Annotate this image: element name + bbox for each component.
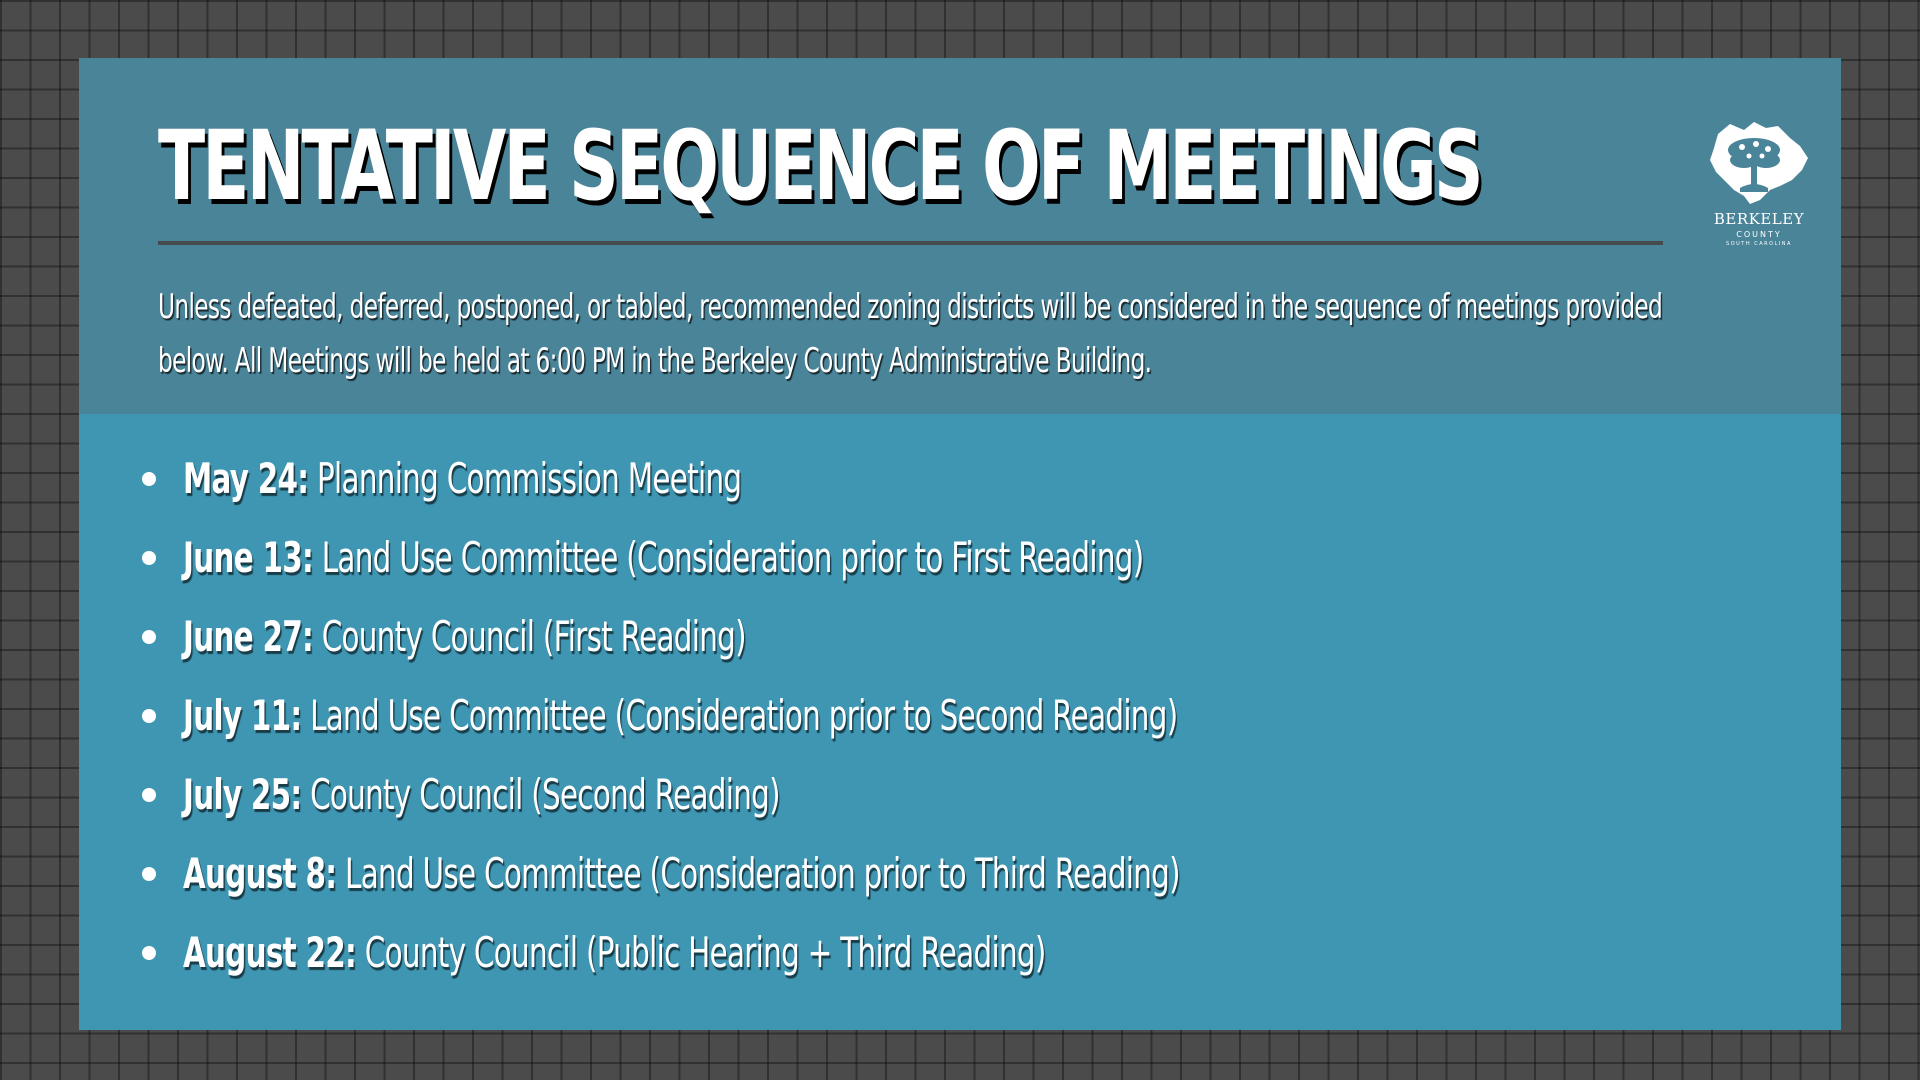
meeting-text (183, 846, 1180, 902)
logo-county-text: COUNTY (1736, 230, 1782, 239)
meeting-description: County Council (Public Hearing + Third Reading) (356, 928, 1046, 977)
meeting-date: June 27: (183, 612, 314, 661)
meeting-description: Land Use Committee (Consideration prior to Second Reading) (301, 691, 1178, 740)
bullet-icon (142, 867, 156, 881)
meeting-description: County Council (Second Reading) (301, 770, 780, 819)
meeting-date: May 24: (183, 454, 309, 503)
bullet-icon (142, 551, 156, 565)
intro-text: Unless defeated, deferred, postponed, or tabled, recommended zoning districts will be considered in the sequence of meetings provided below. All Meetings will be held at 6:00 PM in the Berkeley County Administrative Building. (158, 287, 1663, 381)
meeting-date: July 11: (183, 691, 302, 740)
bullet-icon (142, 630, 156, 644)
berkeley-county-logo (1704, 120, 1814, 252)
meeting-description: Land Use Committee (Consideration prior to First Reading) (313, 533, 1144, 582)
bullet-icon (142, 472, 156, 486)
title-divider (158, 241, 1663, 245)
meeting-text (183, 609, 746, 665)
meeting-date: August 8: (183, 849, 337, 898)
meeting-text (183, 688, 1177, 744)
meeting-text (183, 767, 780, 823)
header-section (79, 58, 1841, 414)
meeting-date: August 22: (183, 928, 357, 977)
meeting-description: Land Use Committee (Consideration prior to Third Reading) (336, 849, 1180, 898)
bullet-icon (142, 788, 156, 802)
logo-name-text: BERKELEY (1713, 210, 1805, 228)
logo-state-text: SOUTH CAROLINA (1726, 241, 1792, 247)
meeting-description: Planning Commission Meeting (308, 454, 742, 503)
meeting-date: July 25: (183, 770, 302, 819)
meeting-text (183, 530, 1143, 586)
bullet-icon (142, 709, 156, 723)
meeting-date: June 13: (183, 533, 314, 582)
meeting-text (183, 925, 1046, 981)
meeting-description: County Council (First Reading) (313, 612, 746, 661)
meeting-text (183, 451, 741, 507)
page-title: TENTATIVE SEQUENCE OF MEETINGS (158, 110, 1481, 222)
bullet-icon (142, 946, 156, 960)
county-map-tree-icon (1704, 120, 1814, 210)
